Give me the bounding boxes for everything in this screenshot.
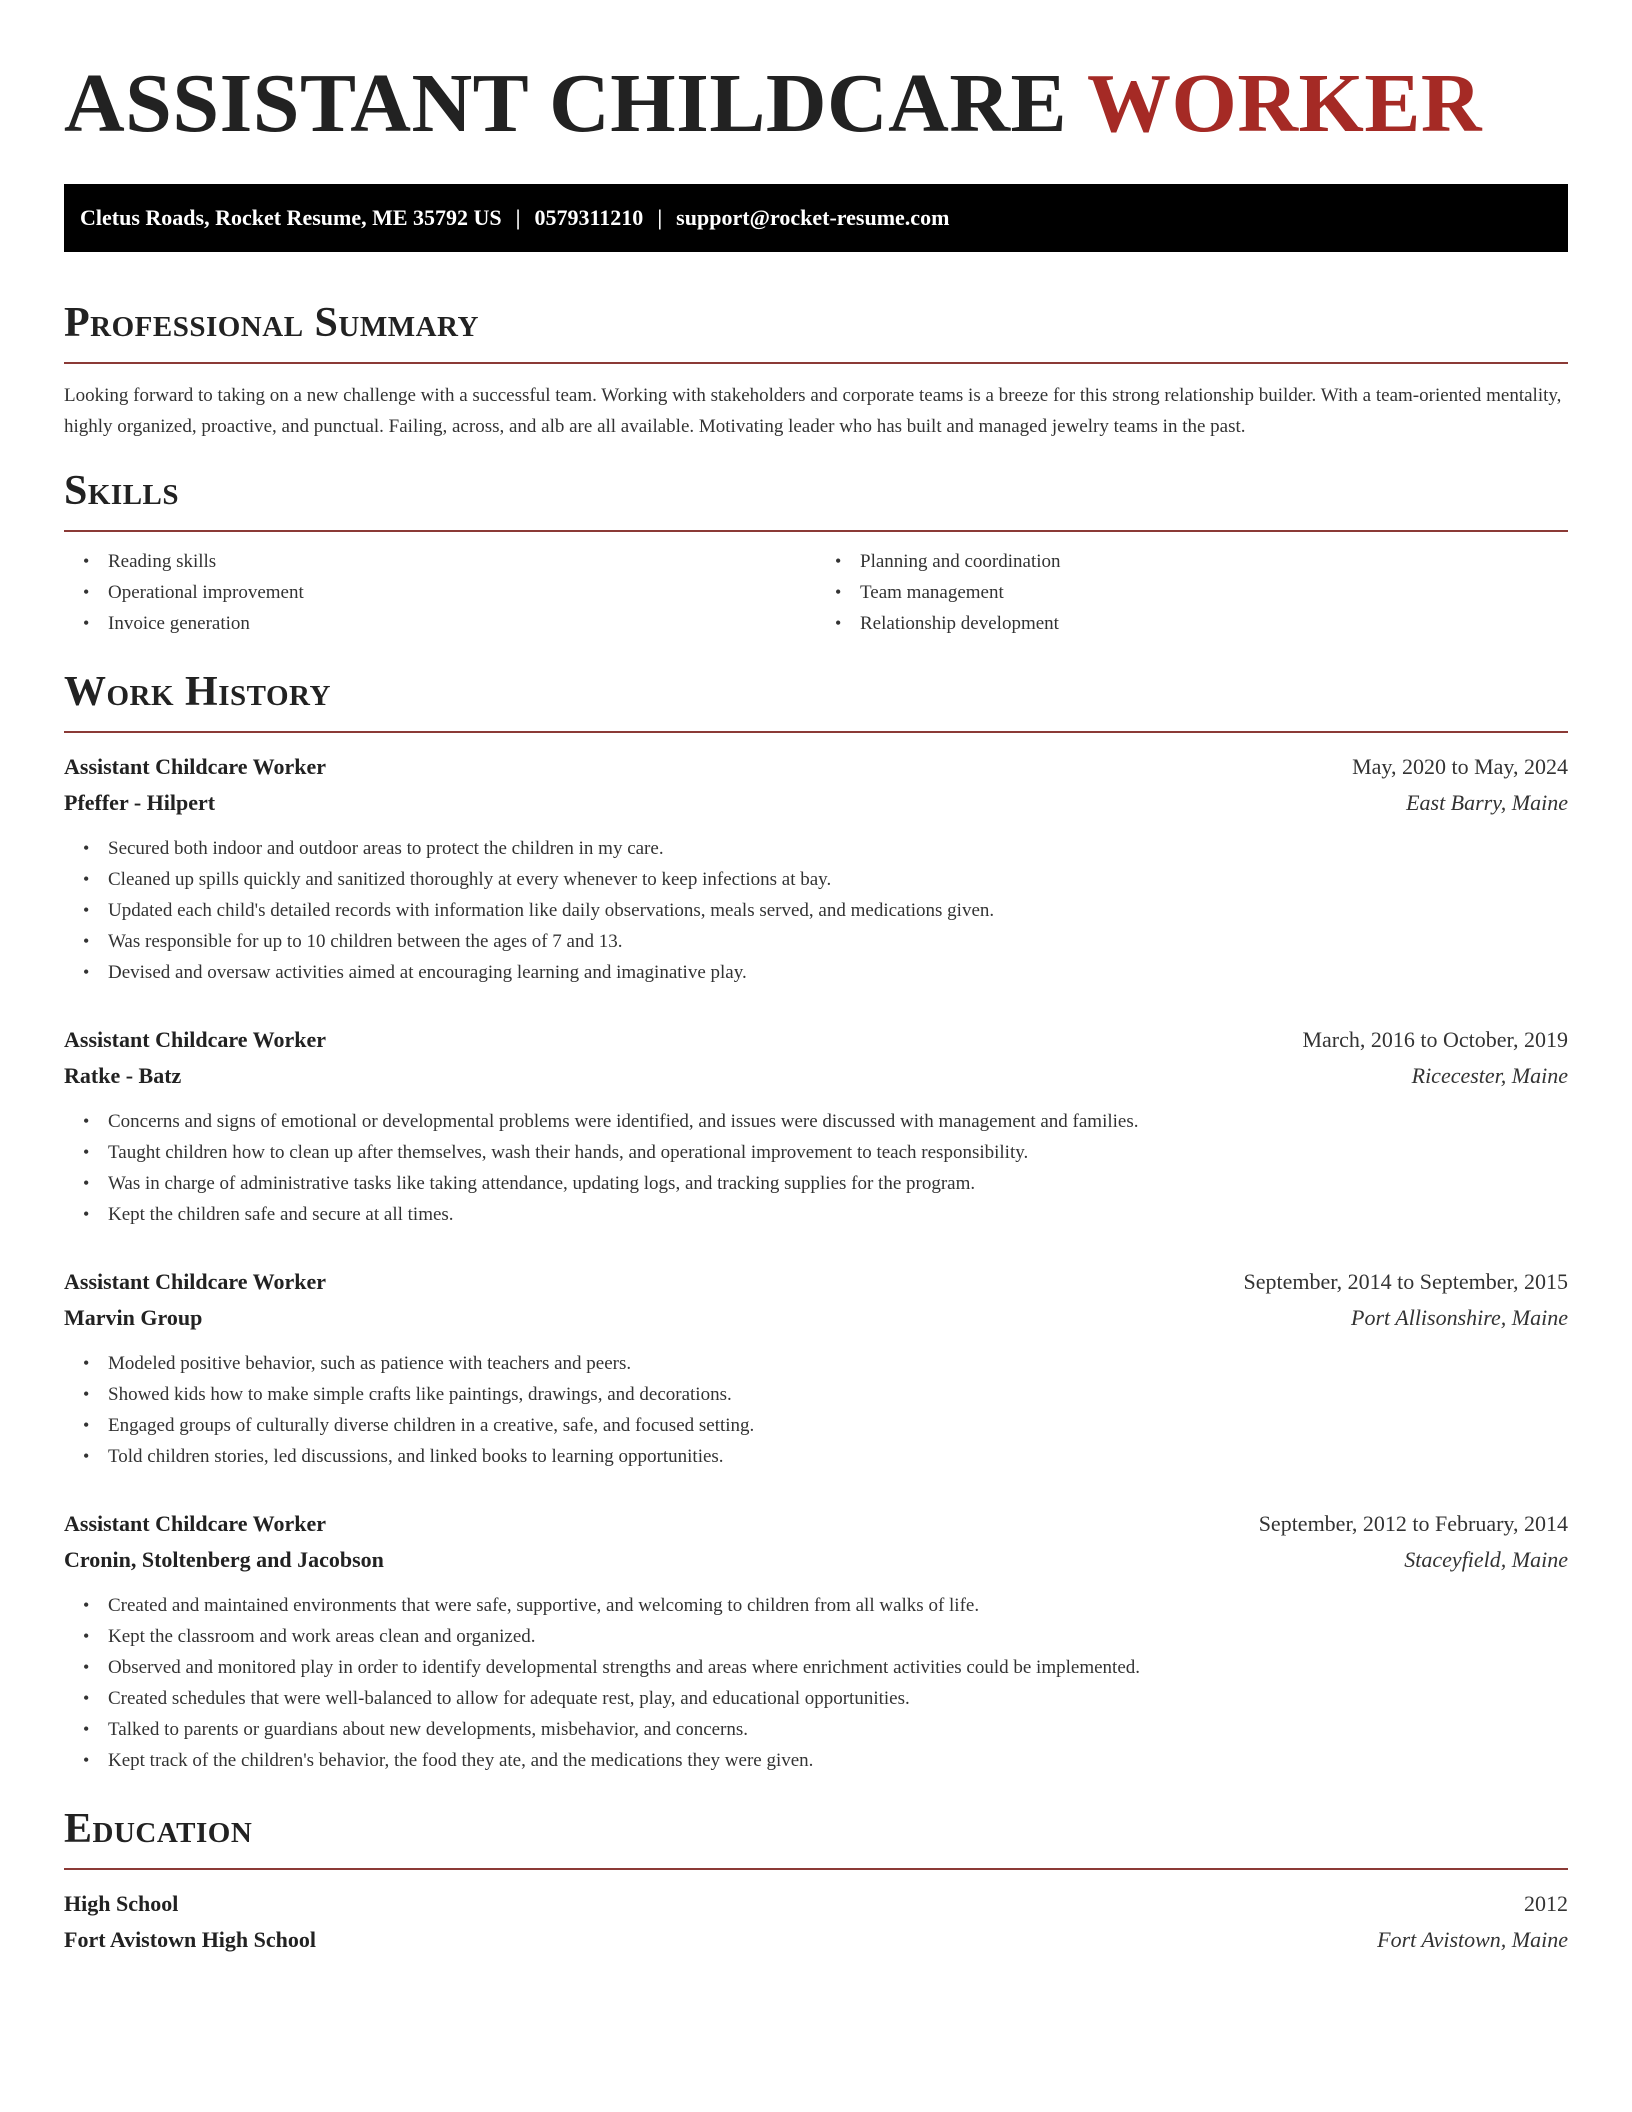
resume-title <box>64 56 1568 152</box>
skill-item: • Invoice generation <box>108 608 816 639</box>
job-duties <box>64 833 1568 988</box>
job-entry <box>64 1022 1568 1230</box>
duty-item: • Kept the children safe and secure at all times. <box>108 1199 1568 1230</box>
duty-item: • Updated each child's detailed records with information like daily observations, meals served, and medications given. <box>108 895 1568 926</box>
skill-item: • Reading skills <box>108 546 816 577</box>
job-header <box>64 749 1568 785</box>
duty-item: • Observed and monitored play in order to identify developmental strengths and areas where enrichment activities could be implemented. <box>108 1652 1568 1683</box>
skills-column-left <box>64 546 816 639</box>
education-section <box>64 1804 1568 1958</box>
skill-item: • Relationship development <box>860 608 1568 639</box>
summary-heading: Professional Summary <box>64 300 479 346</box>
job-header <box>64 1022 1568 1058</box>
contact-email: support@rocket-resume.com <box>676 205 950 230</box>
job-company: Marvin Group <box>64 1305 203 1330</box>
duty-item: • Taught children how to clean up after themselves, wash their hands, and operational improvement to teach responsibility. <box>108 1137 1568 1168</box>
skills-heading: Skills <box>64 468 180 514</box>
work-history-heading: Work History <box>64 669 331 715</box>
job-dates: September, 2014 to September, 2015 <box>1243 1269 1568 1294</box>
duty-item: • Created schedules that were well-balanced to allow for adequate rest, play, and educational opportunities. <box>108 1683 1568 1714</box>
duty-item: • Was responsible for up to 10 children between the ages of 7 and 13. <box>108 926 1568 957</box>
section-divider <box>64 1868 1568 1870</box>
section-divider <box>64 731 1568 733</box>
education-heading: Education <box>64 1806 253 1852</box>
work-history-section <box>64 667 1568 1776</box>
duty-item: • Talked to parents or guardians about new developments, misbehavior, and concerns. <box>108 1714 1568 1745</box>
education-header <box>64 1886 1568 1922</box>
contact-bar <box>64 184 1568 252</box>
education-degree: High School <box>64 1891 179 1916</box>
job-subheader <box>64 1300 1568 1336</box>
contact-address: Cletus Roads, Rocket Resume, ME 35792 US <box>80 205 502 230</box>
duty-item: • Engaged groups of culturally diverse children in a creative, safe, and focused setting. <box>108 1410 1568 1441</box>
duty-item: • Cleaned up spills quickly and sanitized thoroughly at every whenever to keep infections at bay. <box>108 864 1568 895</box>
section-divider <box>64 362 1568 364</box>
education-location: Fort Avistown, Maine <box>1377 1927 1568 1952</box>
job-entry <box>64 749 1568 988</box>
education-school: Fort Avistown High School <box>64 1927 317 1952</box>
contact-phone: 0579311210 <box>534 205 644 230</box>
job-dates: May, 2020 to May, 2024 <box>1352 754 1568 779</box>
job-duties <box>64 1106 1568 1230</box>
job-dates: September, 2012 to February, 2014 <box>1258 1511 1568 1536</box>
skills-section <box>64 466 1568 639</box>
job-title: Assistant Childcare Worker <box>64 754 326 779</box>
job-company: Ratke - Batz <box>64 1063 182 1088</box>
job-duties <box>64 1348 1568 1472</box>
job-entry <box>64 1264 1568 1472</box>
skill-item: • Team management <box>860 577 1568 608</box>
job-title: Assistant Childcare Worker <box>64 1269 326 1294</box>
job-location: Port Allisonshire, Maine <box>1351 1305 1568 1330</box>
skills-grid <box>64 546 1568 639</box>
job-entry <box>64 1506 1568 1776</box>
section-divider <box>64 530 1568 532</box>
education-subheader <box>64 1922 1568 1958</box>
duty-item: • Told children stories, led discussions, and linked books to learning opportunities. <box>108 1441 1568 1472</box>
skill-item: • Operational improvement <box>108 577 816 608</box>
job-dates: March, 2016 to October, 2019 <box>1302 1027 1568 1052</box>
job-title: Assistant Childcare Worker <box>64 1511 326 1536</box>
contact-separator: | <box>515 205 521 230</box>
duty-item: • Secured both indoor and outdoor areas to protect the children in my care. <box>108 833 1568 864</box>
job-location: Ricecester, Maine <box>1411 1063 1568 1088</box>
job-duties <box>64 1590 1568 1776</box>
duty-item: • Was in charge of administrative tasks like taking attendance, updating logs, and tracking supplies for the program. <box>108 1168 1568 1199</box>
title-accent: WORKER <box>1087 57 1483 150</box>
job-location: East Barry, Maine <box>1406 790 1568 815</box>
job-title: Assistant Childcare Worker <box>64 1027 326 1052</box>
contact-separator: | <box>657 205 663 230</box>
duty-item: • Devised and oversaw activities aimed at encouraging learning and imaginative play. <box>108 957 1568 988</box>
duty-item: • Concerns and signs of emotional or developmental problems were identified, and issues were discussed with management and families. <box>108 1106 1568 1137</box>
duty-item: • Showed kids how to make simple crafts like paintings, drawings, and decorations. <box>108 1379 1568 1410</box>
education-year: 2012 <box>1524 1891 1568 1916</box>
duty-item: • Kept the classroom and work areas clean and organized. <box>108 1621 1568 1652</box>
job-subheader <box>64 1542 1568 1578</box>
job-company: Pfeffer - Hilpert <box>64 790 216 815</box>
skill-item: • Planning and coordination <box>860 546 1568 577</box>
title-main: ASSISTANT CHILDCARE <box>64 57 1068 150</box>
education-entry <box>64 1886 1568 1958</box>
skills-column-right <box>816 546 1568 639</box>
job-company: Cronin, Stoltenberg and Jacobson <box>64 1547 384 1572</box>
summary-text: Looking forward to taking on a new challenge with a successful team. Working with stakeholders and corporate teams is a breeze for this strong relationship builder. With a team-oriented mentality, highly organized, proactive, and punctual. Failing, across, and alb are all available. Motivating leader who has built and managed jewelry teams in the past. <box>64 385 1562 437</box>
job-subheader <box>64 785 1568 821</box>
job-location: Staceyfield, Maine <box>1404 1547 1568 1572</box>
job-header <box>64 1506 1568 1542</box>
duty-item: • Kept track of the children's behavior, the food they ate, and the medications they were given. <box>108 1745 1568 1776</box>
duty-item: • Modeled positive behavior, such as patience with teachers and peers. <box>108 1348 1568 1379</box>
job-subheader <box>64 1058 1568 1094</box>
summary-section <box>64 298 1568 442</box>
duty-item: • Created and maintained environments that were safe, supportive, and welcoming to children from all walks of life. <box>108 1590 1568 1621</box>
job-header <box>64 1264 1568 1300</box>
